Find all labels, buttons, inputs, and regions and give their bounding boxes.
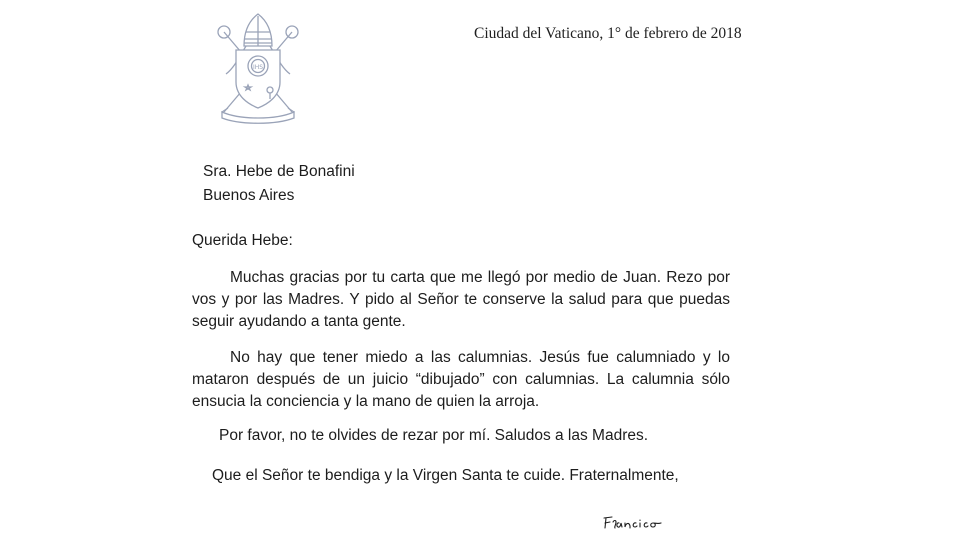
handwritten-signature bbox=[600, 512, 672, 532]
papal-coat-of-arms-icon bbox=[210, 12, 306, 124]
dateline: Ciudad del Vaticano, 1° de febrero de 2018 bbox=[474, 25, 742, 42]
body-paragraph-3: Por favor, no te olvides de rezar por mí. Saludos a las Madres. bbox=[219, 427, 649, 444]
closing-line: Que el Señor te bendiga y la Virgen Santa te cuide. Fraternalmente, bbox=[212, 467, 679, 484]
svg-text:IHS: IHS bbox=[252, 64, 264, 71]
salutation: Querida Hebe: bbox=[192, 232, 293, 249]
body-paragraph-2: No hay que tener miedo a las calumnias. Jesús fue calumniado y lo mataron después de un juicio “dibujado” con calumnias. La calumnia sólo ensucia la conciencia y la mano de quien la arroja. bbox=[192, 349, 730, 410]
recipient-address bbox=[203, 160, 355, 208]
recipient-city: Buenos Aires bbox=[203, 187, 295, 204]
body-paragraph-1: Muchas gracias por tu carta que me llegó por medio de Juan. Rezo por vos y por las Madres. Y pido al Señor te conserve la salud para que puedas seguir ayudando a tanta gente. bbox=[192, 269, 730, 330]
recipient-name: Sra. Hebe de Bonafini bbox=[203, 163, 355, 180]
